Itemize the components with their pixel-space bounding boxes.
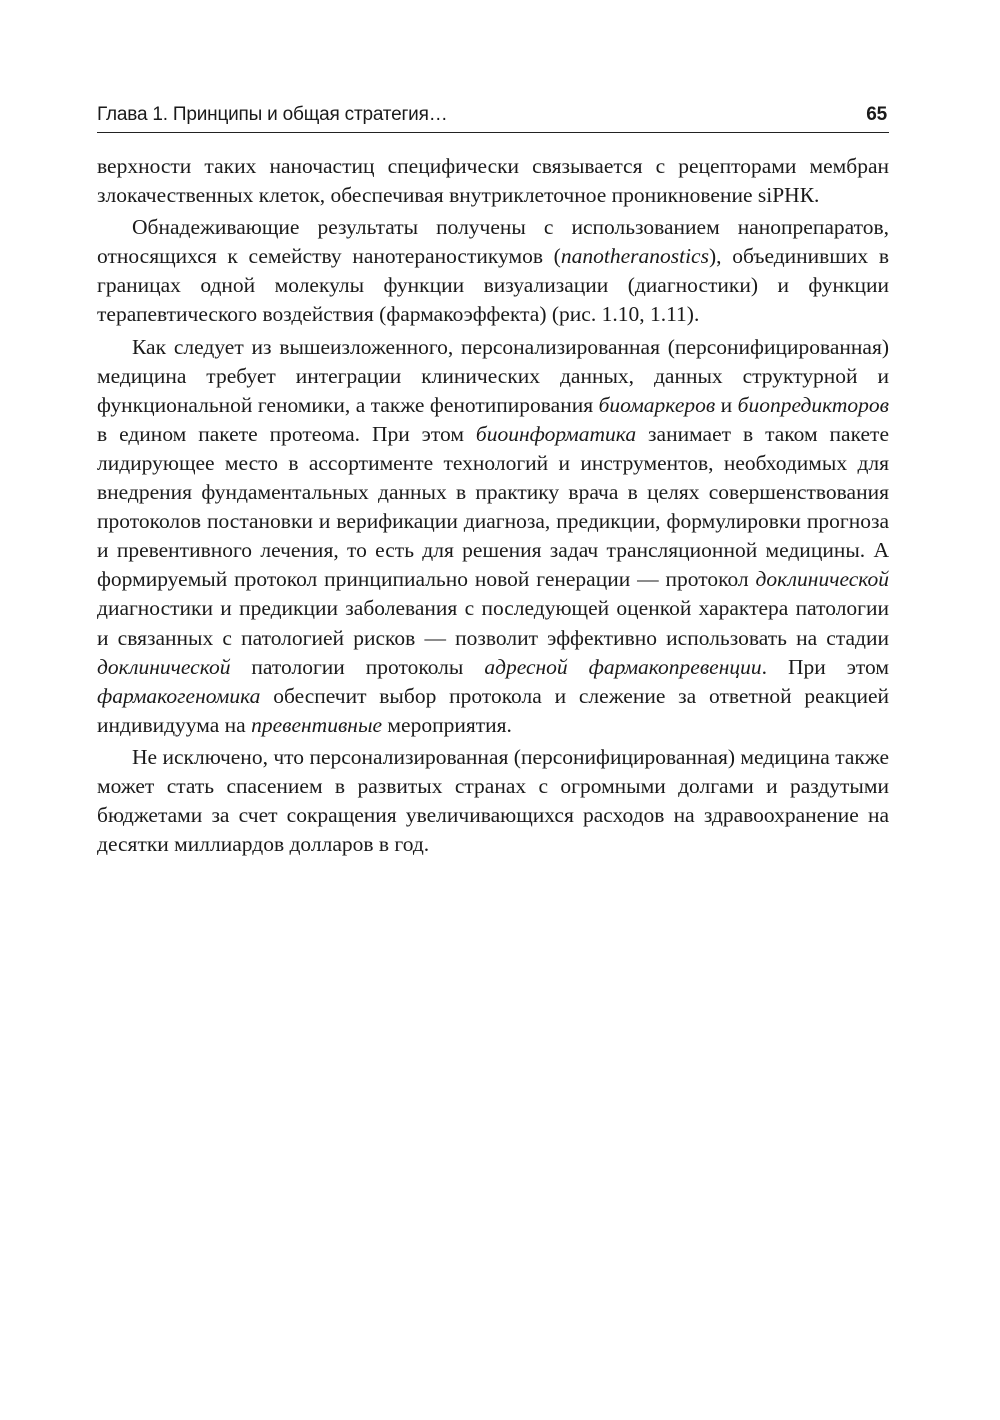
- emphasized-term: превентивные: [251, 712, 383, 737]
- text-run: Как следует из вышеизложенного, персонализированная (персонифицированная) медицина требует интеграции клинических данных, данных структурной и функциональной геномики, а также фенотипирования: [97, 334, 889, 417]
- paragraph: [97, 333, 889, 740]
- text-run: и: [715, 392, 738, 417]
- emphasized-term: доклинической: [97, 654, 231, 679]
- emphasized-term: nanotheranostics: [560, 244, 709, 269]
- text-run: мероприятия.: [382, 712, 512, 737]
- emphasized-term: биомаркеров: [598, 392, 716, 417]
- text-run: в едином пакете протеома. При этом: [97, 421, 476, 446]
- emphasized-term: биопредикторов: [737, 392, 889, 417]
- paragraph: [97, 152, 889, 210]
- text-run: . При этом: [761, 654, 889, 679]
- text-run: ), объединивших в границах одной молекулы функции визуализации (диагностики) и функции терапевтического воздействия (фармакоэффекта) (рис. 1.10, 1.11).: [97, 244, 889, 327]
- running-head: Глава 1. Принципы и общая стратегия…: [97, 104, 448, 125]
- page-number: 65: [866, 104, 887, 125]
- text-run: диагностики и предикции заболевания с последующей оценкой характера патологии и связанных с патологией рисков — позволит эффективно использовать на стадии: [97, 596, 889, 650]
- emphasized-term: биоинформатика: [475, 421, 637, 446]
- page-header: [97, 100, 889, 133]
- text-run: Не исключено, что персонализированная (персонифицированная) медицина также может стать спасением в развитых странах с огромными долгами и раздутыми бюджетами за счет сокращения увеличивающихся расходов на здравоохранение на десятки миллиардов долларов в год.: [97, 744, 889, 857]
- text-run: патологии протоколы: [230, 654, 485, 679]
- text-run: верхности таких наночастиц специфически связывается с рецепторами мембран злокачественных клеток, обеспечивая внутриклеточное проникновение siРНК.: [97, 154, 889, 208]
- text-run: занимает в таком пакете лидирующее место в ассортименте технологий и инструментов, необходимых для внедрения фундаментальных данных в практику врача в целях совершенствования протоколов постановки и верификации диагноза, предикции, формулировки прогноза и превентивного лечения, то есть для решения задач трансляционной медицины. А формируемый протокол принципиально новой генерации — протокол: [97, 421, 889, 592]
- paragraph: [97, 743, 889, 859]
- text-run: Обнадеживающие результаты получены с использованием нанопрепаратов, относящихся к семейству нанотераностикумов (: [97, 215, 889, 269]
- paragraph: [97, 213, 889, 329]
- emphasized-term: фармакогеномика: [97, 683, 261, 708]
- body-text: [97, 152, 889, 862]
- emphasized-term: доклинической: [755, 567, 889, 592]
- text-run: обеспечит выбор протокола и слежение за ответной реакцией индивидуума на: [97, 683, 889, 737]
- emphasized-term: адресной фармакопревенции: [484, 654, 762, 679]
